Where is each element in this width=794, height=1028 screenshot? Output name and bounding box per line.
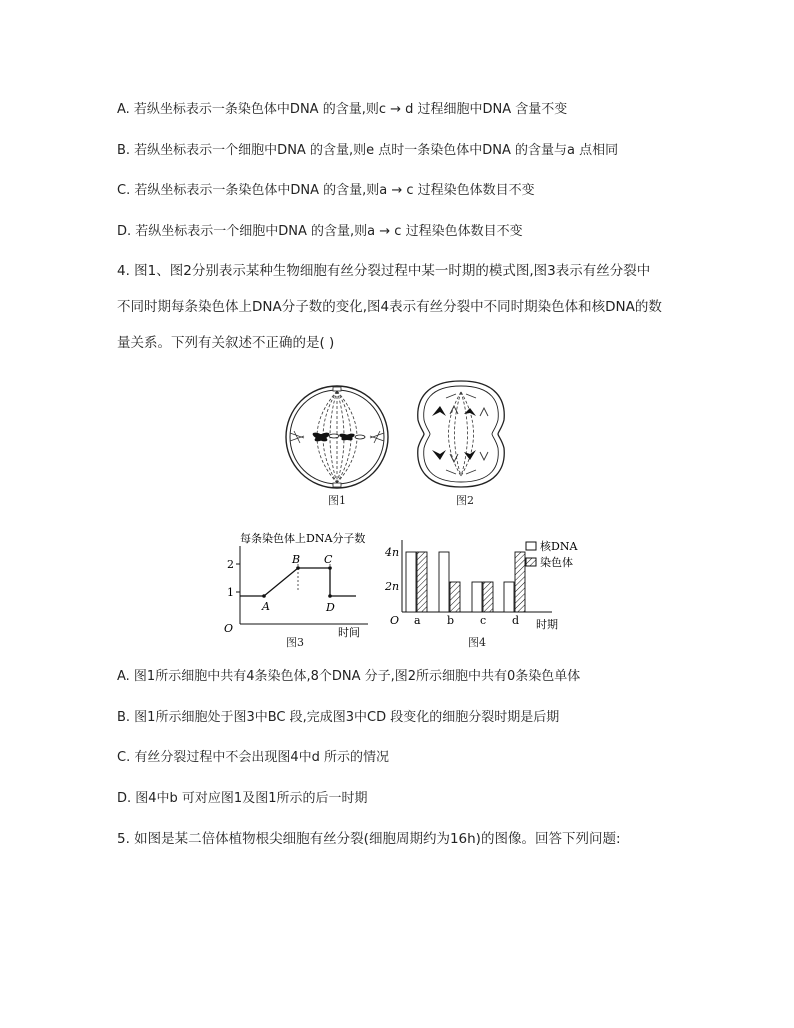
fig4-bar-b-chromosome bbox=[450, 582, 460, 612]
fig4-bar-d-chromosome bbox=[515, 552, 525, 612]
fig4-legend-label-dna: 核DNA bbox=[540, 540, 578, 553]
q3-option-c: C. 若纵坐标表示一条染色体中DNA 的含量,则a → c 过程染色体数目不变 bbox=[117, 183, 535, 198]
fig3-point-label-d: D bbox=[326, 601, 335, 614]
fig3-point-label-b: B bbox=[292, 553, 301, 566]
fig3-origin: O bbox=[224, 622, 234, 635]
q3-option-d: D. 若纵坐标表示一个细胞中DNA 的含量,则a → c 过程染色体数目不变 bbox=[117, 224, 523, 239]
fig4-y-tick-label-2n: 2n bbox=[385, 580, 400, 593]
fig3-point-b bbox=[296, 566, 300, 570]
fig4-bar-c-chromosome bbox=[483, 582, 493, 612]
fig4-legend-swatch-chromosome bbox=[526, 558, 536, 566]
fig3-point-label-c: C bbox=[324, 553, 333, 566]
fig4-bar-b-dna bbox=[439, 552, 449, 612]
q4-option-c: C. 有丝分裂过程中不会出现图4中d 所示的情况 bbox=[117, 750, 389, 765]
figure-1-cell bbox=[280, 383, 394, 491]
q3-option-b: B. 若纵坐标表示一个细胞中DNA 的含量,则e 点时一条染色体中DNA 的含量与a 点相同 bbox=[117, 143, 619, 158]
fig4-bar-a-dna bbox=[406, 552, 416, 612]
fig3-ylabel: 每条染色体上DNA分子数 bbox=[240, 532, 366, 545]
fig4-category-label-b: b bbox=[447, 614, 455, 627]
fig4-xlabel: 时期 bbox=[536, 618, 558, 631]
fig4-legend-swatch-dna bbox=[526, 542, 536, 550]
q3-option-a: A. 若纵坐标表示一条染色体中DNA 的含量,则c → d 过程细胞中DNA 含量不变 bbox=[117, 102, 568, 117]
fig4-bar-d-dna bbox=[504, 582, 514, 612]
q4-stem-line-1: 4. 图1、图2分别表示某种生物细胞有丝分裂过程中某一时期的模式图,图3表示有丝分裂中 bbox=[117, 263, 651, 279]
figure-2-cell bbox=[416, 378, 506, 490]
q4-option-a: A. 图1所示细胞中共有4条染色体,8个DNA 分子,图2所示细胞中共有0条染色单体 bbox=[117, 669, 581, 684]
fig3-y-tick-label-1: 1 bbox=[227, 586, 234, 599]
fig4-category-label-a: a bbox=[414, 614, 421, 627]
fig4-bar-c-dna bbox=[472, 582, 482, 612]
q4-stem-line-2: 不同时期每条染色体上DNA分子数的变化,图4表示有丝分裂中不同时期染色体和核DNA的数 bbox=[117, 299, 662, 315]
figure-3-caption: 图3 bbox=[286, 636, 304, 649]
figure-4-bar-chart bbox=[384, 536, 594, 636]
fig3-point-label-a: A bbox=[262, 600, 270, 613]
q4-option-b: B. 图1所示细胞处于图3中BC 段,完成图3中CD 段变化的细胞分裂时期是后期 bbox=[117, 710, 560, 725]
fig3-xlabel: 时间 bbox=[338, 626, 360, 639]
fig4-bar-a-chromosome bbox=[417, 552, 427, 612]
fig4-category-label-c: c bbox=[480, 614, 487, 627]
fig4-category-label-d: d bbox=[512, 614, 520, 627]
fig3-point-c bbox=[328, 566, 332, 570]
figure-4-caption: 图4 bbox=[468, 636, 486, 649]
fig4-origin: O bbox=[390, 614, 400, 627]
fig3-point-d bbox=[328, 594, 332, 598]
fig4-legend-label-chromosome: 染色体 bbox=[540, 556, 573, 569]
figure-2-caption: 图2 bbox=[456, 494, 474, 507]
q5-stem: 5. 如图是某二倍体植物根尖细胞有丝分裂(细胞周期约为16h)的图像。回答下列问题: bbox=[117, 831, 621, 847]
fig3-y-tick-label-2: 2 bbox=[227, 558, 234, 571]
q4-stem-line-3: 量关系。下列有关叙述不正确的是( ) bbox=[117, 335, 335, 351]
figure-1-caption: 图1 bbox=[328, 494, 346, 507]
q4-option-d: D. 图4中b 可对应图1及图1所示的后一时期 bbox=[117, 791, 368, 806]
figure-3-line-chart bbox=[220, 528, 390, 650]
fig4-y-tick-label-4n: 4n bbox=[385, 546, 400, 559]
fig3-point-a bbox=[262, 594, 266, 598]
